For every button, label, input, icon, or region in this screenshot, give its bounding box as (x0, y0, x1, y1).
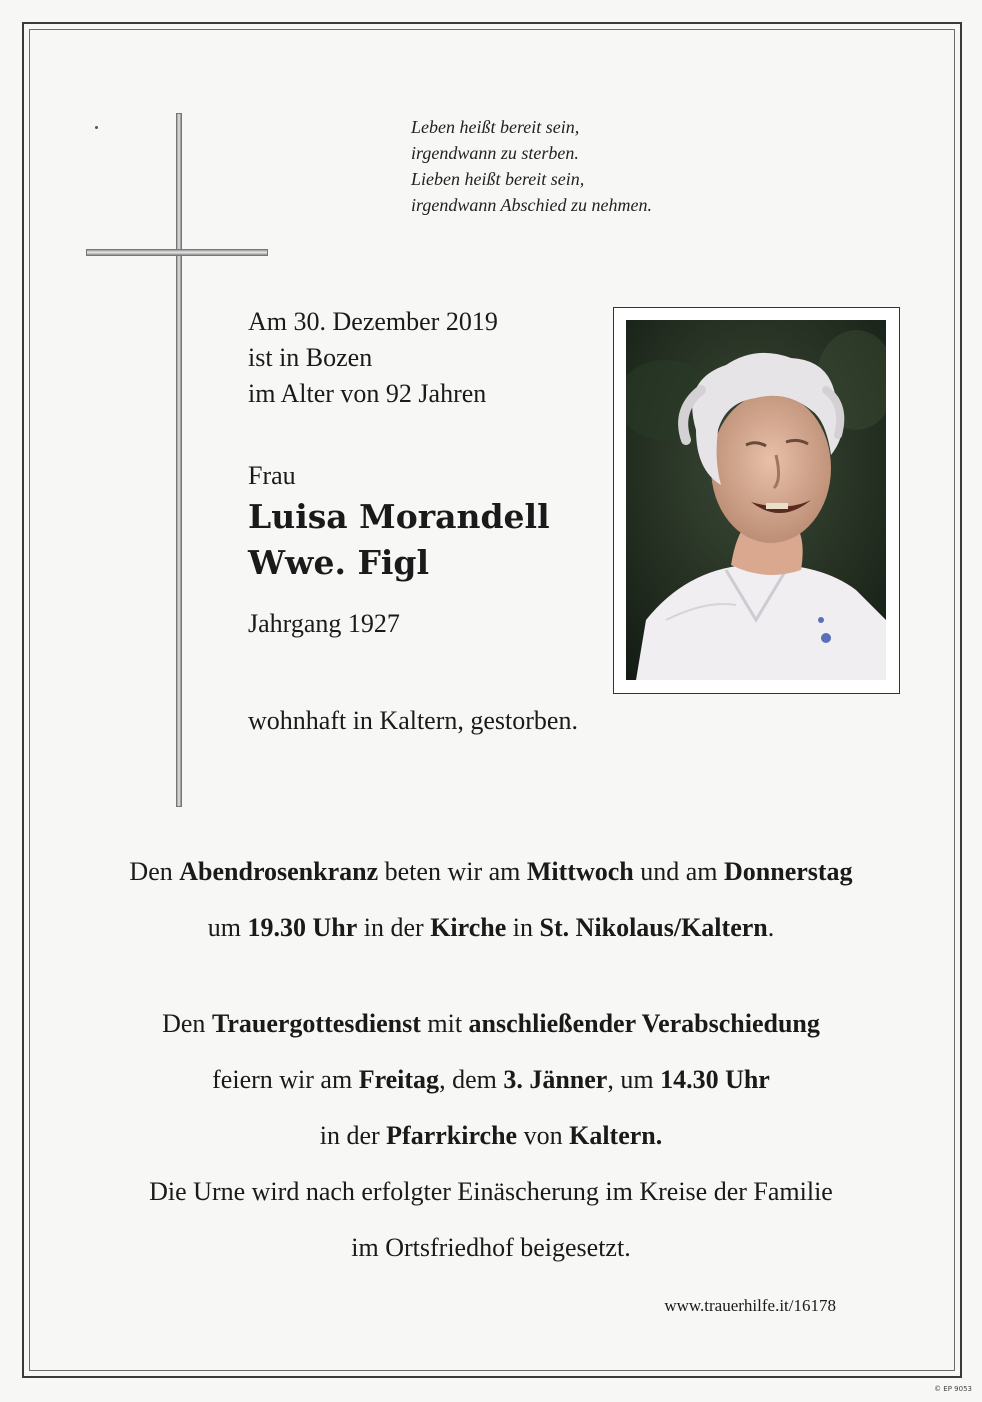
name-line-1: Luisa Morandell (248, 497, 550, 536)
portrait-illustration (626, 320, 886, 680)
funeral-line-4: Die Urne wird nach erfolgter Einäscherung im Kreise der Familie (149, 1177, 833, 1206)
day: Mittwoch (526, 857, 634, 886)
event-name: Trauergottesdienst (211, 1009, 421, 1038)
print-code: © EP 9053 (934, 1385, 972, 1393)
deceased-name (248, 494, 550, 586)
intro-line: Am 30. Dezember 2019 (248, 307, 498, 336)
poem-line: Leben heißt bereit sein, (411, 117, 580, 137)
place: St. Nikolaus/Kaltern (539, 913, 768, 942)
text: . (767, 913, 775, 942)
funeral-line-3 (40, 1108, 942, 1164)
funeral-announcement (40, 996, 942, 1276)
cross-icon-horizontal-bar (86, 249, 268, 256)
event-name: anschließender Verabschiedung (468, 1009, 820, 1038)
funeral-line-2 (40, 1052, 942, 1108)
text: , dem (439, 1065, 504, 1094)
place: Pfarrkirche (386, 1121, 518, 1150)
text: um (207, 913, 248, 942)
poem-line: irgendwann zu sterben. (411, 143, 579, 163)
text: in der (357, 913, 431, 942)
text: feiern wir am (212, 1065, 359, 1094)
intro-line: im Alter von 92 Jahren (248, 379, 487, 408)
time: 14.30 Uhr (660, 1065, 770, 1094)
death-intro (248, 304, 608, 412)
cross-icon-vertical-bar (176, 113, 182, 807)
text: Den (129, 857, 180, 886)
event-name: Abendrosenkranz (179, 857, 379, 886)
text: Den (162, 1009, 212, 1038)
text: , um (607, 1065, 661, 1094)
honorific: Frau (248, 461, 296, 490)
footer-url: www.trauerhilfe.it/16178 (664, 1296, 836, 1315)
funeral-line-5: im Ortsfriedhof beigesetzt. (351, 1233, 631, 1262)
rosary-line-2 (40, 900, 942, 956)
date: 3. Jänner (503, 1065, 608, 1094)
day: Freitag (358, 1065, 440, 1094)
text: und am (633, 857, 724, 886)
time: 19.30 Uhr (247, 913, 358, 942)
funeral-line-1 (40, 996, 942, 1052)
name-line-2: Wwe. Figl (248, 543, 430, 582)
birth-year: Jahrgang 1927 (248, 609, 400, 638)
residence-line: wohnhaft in Kaltern, gestorben. (248, 706, 578, 735)
poem (411, 114, 811, 218)
text: von (517, 1121, 570, 1150)
day: Donnerstag (724, 857, 853, 886)
rosary-announcement (40, 844, 942, 956)
poem-line: Lieben heißt bereit sein, (411, 169, 585, 189)
paper-speck (95, 126, 98, 129)
intro-line: ist in Bozen (248, 343, 373, 372)
portrait-photo (626, 320, 886, 680)
rosary-line-1 (40, 844, 942, 900)
poem-line: irgendwann Abschied zu nehmen. (411, 195, 652, 215)
place: Kaltern. (569, 1121, 663, 1150)
text: beten wir am (378, 857, 527, 886)
text: mit (420, 1009, 469, 1038)
text: in der (319, 1121, 387, 1150)
place: Kirche (430, 913, 507, 942)
text: in (506, 913, 540, 942)
